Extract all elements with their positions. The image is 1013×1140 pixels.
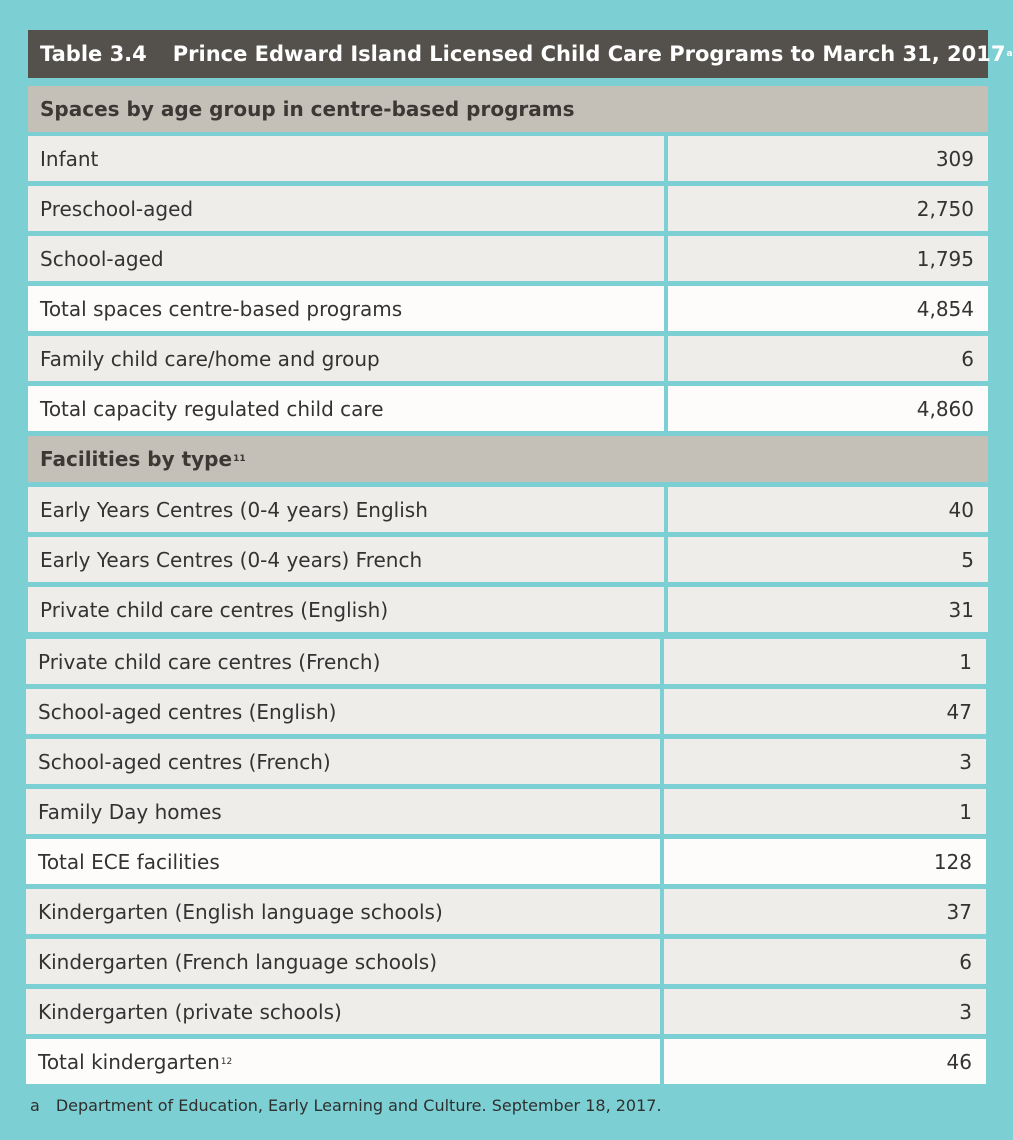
row-value-cell — [668, 587, 988, 632]
row-label: Total kindergarten — [38, 1049, 220, 1074]
row-value: 1 — [959, 649, 972, 674]
row-value-cell — [668, 286, 988, 331]
row-label-cell — [26, 789, 660, 834]
row-value: 37 — [946, 899, 972, 924]
section-heading-text: Spaces by age group in centre-based programs — [40, 97, 575, 121]
row-value-cell — [668, 186, 988, 231]
row-label: Early Years Centres (0-4 years) French — [40, 547, 423, 572]
row-value-cell — [668, 336, 988, 381]
row-label-cell — [28, 487, 664, 532]
row-label: Preschool-aged — [40, 196, 194, 221]
row-label-cell — [26, 689, 660, 734]
section-heading — [28, 436, 988, 482]
table-title-bar — [28, 30, 1013, 78]
row-value: 3 — [959, 999, 972, 1024]
row-label-cell — [28, 286, 664, 331]
row-value: 3 — [959, 749, 972, 774]
row-value: 1 — [959, 799, 972, 824]
row-value: 47 — [946, 699, 972, 724]
row-label: Kindergarten (English language schools) — [38, 899, 443, 924]
row-label-cell — [26, 739, 660, 784]
row-value-cell — [664, 1039, 986, 1084]
row-label: Family Day homes — [38, 799, 222, 824]
row-value-cell — [664, 789, 986, 834]
row-value: 6 — [961, 346, 974, 371]
row-value-cell — [664, 939, 986, 984]
row-label: Infant — [40, 146, 99, 171]
row-value: 5 — [961, 547, 974, 572]
row-label: Family child care/home and group — [40, 346, 380, 371]
row-label-cell — [28, 136, 664, 181]
row-label-cell — [28, 186, 664, 231]
row-label: Kindergarten (French language schools) — [38, 949, 438, 974]
row-value: 1,795 — [916, 246, 974, 271]
row-value: 4,854 — [916, 296, 974, 321]
row-label-cell — [28, 386, 664, 431]
row-value-cell — [668, 386, 988, 431]
section-heading-text: Facilities by type — [40, 447, 233, 471]
row-label-cell — [26, 889, 660, 934]
table-footnote — [30, 1096, 980, 1115]
row-value-cell — [664, 739, 986, 784]
row-label: School-aged centres (French) — [38, 749, 331, 774]
row-label: Early Years Centres (0-4 years) English — [40, 497, 428, 522]
row-label-cell — [28, 236, 664, 281]
table-number: Table 3.4 — [40, 42, 147, 66]
row-label-cell — [26, 839, 660, 884]
row-label: School-aged centres (English) — [38, 699, 337, 724]
section-heading-footnote: 11 — [233, 454, 246, 464]
row-label: Private child care centres (English) — [40, 597, 389, 622]
row-label-footnote: 12 — [220, 1056, 233, 1067]
row-value-cell — [664, 989, 986, 1034]
row-label: School-aged — [40, 246, 164, 271]
row-label-cell — [26, 639, 660, 684]
row-value-cell — [668, 236, 988, 281]
row-value: 40 — [948, 497, 974, 522]
row-label: Kindergarten (private schools) — [38, 999, 342, 1024]
title-footnote-mark: a — [1006, 49, 1013, 59]
row-label: Total capacity regulated child care — [40, 396, 384, 421]
row-label-cell — [26, 939, 660, 984]
row-value: 46 — [946, 1049, 972, 1074]
row-label: Total ECE facilities — [38, 849, 220, 874]
row-label-cell — [26, 989, 660, 1034]
row-value: 4,860 — [916, 396, 974, 421]
row-label-cell — [28, 537, 664, 582]
row-value-cell — [664, 639, 986, 684]
section-heading — [28, 86, 988, 132]
row-value: 6 — [959, 949, 972, 974]
row-value-cell — [668, 487, 988, 532]
footnote-text: Department of Education, Early Learning and Culture. September 18, 2017. — [55, 1096, 662, 1115]
row-value-cell — [664, 839, 986, 884]
row-value-cell — [668, 136, 988, 181]
table-title: Prince Edward Island Licensed Child Care Programs to March 31, 2017 — [172, 42, 1006, 66]
row-value: 128 — [933, 849, 972, 874]
footnote-mark: a — [30, 1096, 40, 1115]
row-value: 309 — [935, 146, 974, 171]
row-label: Total spaces centre-based programs — [40, 296, 403, 321]
row-value-cell — [664, 889, 986, 934]
row-value-cell — [668, 537, 988, 582]
row-label-cell — [28, 336, 664, 381]
row-label: Private child care centres (French) — [38, 649, 381, 674]
row-label-cell — [26, 1039, 660, 1084]
row-value: 31 — [948, 597, 974, 622]
row-value: 2,750 — [916, 196, 974, 221]
row-label-cell — [28, 587, 664, 632]
row-value-cell — [664, 689, 986, 734]
